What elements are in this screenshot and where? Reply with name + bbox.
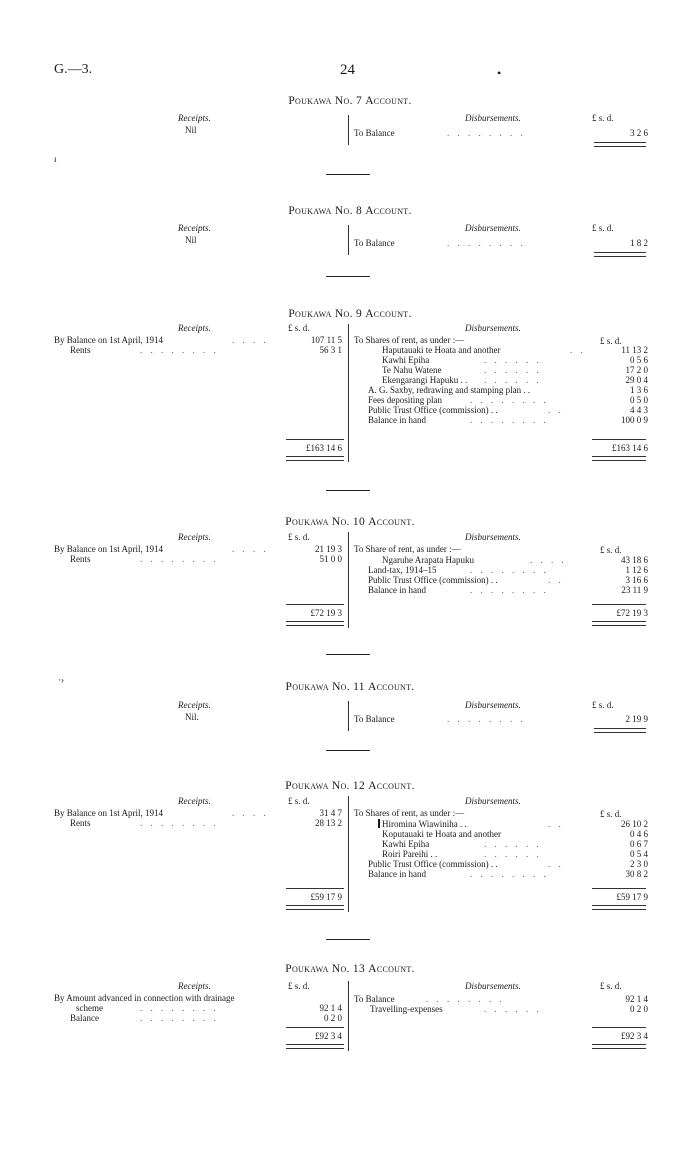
account-title: Poukawa No. 9 Account.	[288, 308, 412, 320]
section-separator	[326, 276, 370, 277]
disb-label: Roiri Pareihi . .	[382, 849, 438, 859]
account-title: Poukawa No. 7 Account.	[288, 95, 412, 107]
account-title: Poukawa No. 13 Account.	[285, 963, 415, 975]
leader-dots: . . . .	[232, 335, 269, 345]
leader-dots: . . . . . . . .	[140, 1013, 219, 1023]
leader-dots: . . . . . . . .	[447, 714, 526, 724]
disb-label: Haputauaki te Hoata and another	[382, 345, 501, 355]
lsd-header: £ s. d.	[600, 336, 622, 346]
receipts-nil: Nil.	[185, 712, 199, 722]
disb-label: Ngaruhe Arapata Hapuku	[382, 555, 474, 565]
receipts-heading: Receipts.	[178, 532, 211, 542]
disb-amount: 92 1 4	[625, 994, 648, 1004]
disb-amount: 0 2 0	[630, 1004, 648, 1014]
receipts-total: £59 17 9	[310, 892, 342, 902]
subtotal-rule	[592, 604, 646, 605]
subtotal-rule	[592, 888, 646, 889]
total-rule	[594, 728, 646, 733]
disb-amount: 1 3 6	[630, 385, 648, 395]
disb-amount: 0 5 6	[630, 355, 648, 365]
section-separator	[326, 939, 370, 940]
disb-amount: 43 18 6	[621, 555, 648, 565]
disb-total: £72 19 3	[616, 608, 648, 618]
receipts-total: £72 19 3	[310, 608, 342, 618]
page-number: 24	[340, 62, 355, 78]
disbursements-heading: Disbursements.	[465, 532, 521, 542]
receipt-label: scheme	[76, 1003, 103, 1013]
disb-label: Balance in hand	[368, 585, 426, 595]
disb-amount: 1 12 6	[625, 565, 648, 575]
lsd-header: £ s. d.	[288, 532, 310, 542]
receipts-heading: Receipts.	[178, 796, 211, 806]
disb-label: Kawhi Epiha	[382, 839, 430, 849]
disb-label: Land-tax, 1914–15	[368, 565, 437, 575]
leader-dots: . . . . . .	[484, 849, 542, 859]
disb-label: Public Trust Office (commission) . .	[368, 575, 498, 585]
disb-amount: 26 10 2	[621, 819, 648, 829]
disb-label: To Shares of rent, as under :—	[354, 808, 465, 818]
disbursements-heading: Disbursements.	[465, 700, 521, 710]
disb-label: Public Trust Office (commission) . .	[368, 859, 498, 869]
account-title: Poukawa No. 12 Account.	[285, 780, 415, 792]
disb-label: Hiromina Wiawiniha . .	[378, 819, 467, 829]
leader-dots: . . . .	[232, 544, 269, 554]
disb-total: £163 14 6	[612, 443, 648, 453]
disb-amount: 0 6 7	[630, 839, 648, 849]
receipt-label: By Balance on 1st April, 1914	[54, 544, 163, 554]
lsd-header: £ s. d.	[600, 545, 622, 555]
leader-dots: . . . . . . . .	[140, 554, 219, 564]
disb-label: Public Trust Office (commission) . .	[368, 405, 498, 415]
disb-label: Fees depositing plan	[368, 395, 442, 405]
total-rule	[592, 1044, 646, 1049]
receipt-amount: 56 3 1	[319, 345, 342, 355]
leader-dots: . . . . . . . .	[426, 994, 505, 1004]
disb-label: Koputauaki te Hoata and another	[382, 829, 501, 839]
disb-label: To Balance	[354, 128, 395, 138]
subtotal-rule	[286, 604, 344, 605]
receipt-label: By Balance on 1st April, 1914	[54, 335, 163, 345]
receipt-label: Rents	[70, 554, 91, 564]
disb-label: Balance in hand	[368, 415, 426, 425]
leader-dots: . . . . . . . .	[470, 565, 549, 575]
disb-label: Kawhi Epiha	[382, 355, 430, 365]
disb-amount: 3 2 6	[630, 128, 648, 138]
receipts-heading: Receipts.	[178, 113, 211, 123]
disbursements-heading: Disbursements.	[465, 796, 521, 806]
receipt-amount: 92 1 4	[319, 1003, 342, 1013]
receipt-amount: 107 11 5	[310, 335, 342, 345]
receipts-heading: Receipts.	[178, 981, 211, 991]
column-divider	[348, 981, 349, 1051]
disb-label: Travelling-expenses	[370, 1004, 443, 1014]
section-separator	[326, 654, 370, 655]
account-title: Poukawa No. 10 Account.	[285, 516, 415, 528]
receipt-label: By Amount advanced in connection with drainage	[54, 993, 235, 1003]
total-rule	[286, 621, 344, 626]
receipt-amount: 31 4 7	[319, 808, 342, 818]
disb-label: Ekengarangi Hapuku . .	[382, 375, 468, 385]
section-separator	[326, 174, 370, 175]
leader-dots: . .	[548, 859, 564, 869]
disb-label: To Shares of rent, as under :—	[354, 335, 465, 345]
subtotal-rule	[592, 1027, 646, 1028]
page-dot: •	[497, 66, 502, 80]
total-rule	[286, 1044, 344, 1049]
section-separator	[326, 490, 370, 491]
column-divider	[348, 115, 349, 145]
disb-amount: 4 4 3	[630, 405, 648, 415]
disb-amount: 23 11 9	[621, 585, 648, 595]
column-divider	[348, 324, 349, 462]
disb-label: Te Nahu Watene	[382, 365, 442, 375]
leader-dots: . .	[548, 575, 564, 585]
leader-dots: . . . . . . . .	[470, 869, 549, 879]
receipts-nil: Nil	[185, 125, 197, 135]
disb-total: £59 17 9	[616, 892, 648, 902]
disb-total: £92 3 4	[621, 1031, 648, 1041]
leader-dots: . . . . . . . .	[447, 238, 526, 248]
column-divider	[348, 701, 349, 731]
total-rule	[594, 142, 646, 147]
leader-dots: . . . . . . . .	[470, 585, 549, 595]
receipt-amount: 28 13 2	[315, 818, 342, 828]
lsd-header: £ s. d.	[288, 796, 310, 806]
receipt-label: By Balance on 1st April, 1914	[54, 808, 163, 818]
subtotal-rule	[286, 888, 344, 889]
account-title: Poukawa No. 8 Account.	[288, 205, 412, 217]
disbursements-heading: Disbursements.	[465, 981, 521, 991]
receipts-heading: Receipts.	[178, 223, 211, 233]
leader-dots: . . . . . .	[484, 365, 542, 375]
disb-label: To Balance	[354, 714, 395, 724]
disb-amount: 11 13 2	[621, 345, 648, 355]
leader-dots: . . . . . .	[484, 355, 542, 365]
page-series: G.—3.	[54, 62, 93, 77]
receipt-label: Balance	[70, 1013, 99, 1023]
disb-amount: 100 0 9	[621, 415, 648, 425]
lsd-header: £ s. d.	[288, 323, 310, 333]
subtotal-rule	[286, 439, 344, 440]
receipt-amount: 0 2 0	[324, 1013, 342, 1023]
lsd-header: £ s. d.	[592, 700, 614, 710]
leader-dots: . . . .	[232, 808, 269, 818]
receipt-amount: 51 0 0	[319, 554, 342, 564]
disb-amount: 1 8 2	[630, 238, 648, 248]
receipts-heading: Receipts.	[178, 700, 211, 710]
lsd-header: £ s. d.	[288, 981, 310, 991]
disb-amount: 0 4 6	[630, 829, 648, 839]
leader-dots: . . . . . .	[484, 839, 542, 849]
leader-dots: . . . . . . . .	[140, 1003, 219, 1013]
column-divider	[348, 796, 349, 912]
margin-mark: ·›	[58, 675, 64, 685]
margin-mark: ı	[54, 154, 57, 164]
disb-label: Balance in hand	[368, 869, 426, 879]
leader-dots: . . . . . . . .	[140, 818, 219, 828]
leader-dots: . . . . . .	[484, 375, 542, 385]
lsd-header: £ s. d.	[592, 113, 614, 123]
disb-label: To Share of rent, as under :—	[354, 544, 461, 554]
disb-label: A. G. Saxby, redrawing and stamping plan . .	[368, 385, 531, 395]
leader-dots: . . . .	[530, 555, 567, 565]
receipts-nil: Nil	[185, 235, 197, 245]
total-rule	[286, 456, 344, 461]
disbursements-heading: Disbursements.	[465, 223, 521, 233]
subtotal-rule	[592, 439, 646, 440]
column-divider	[348, 532, 349, 628]
disb-amount: 17 2 0	[625, 365, 648, 375]
receipt-amount: 21 19 3	[315, 544, 342, 554]
total-rule	[286, 905, 344, 910]
column-divider	[348, 225, 349, 255]
disb-amount: 0 5 4	[630, 849, 648, 859]
lsd-header: £ s. d.	[600, 809, 622, 819]
receipts-total: £163 14 6	[306, 443, 342, 453]
account-title: Poukawa No. 11 Account.	[285, 681, 415, 693]
section-separator	[326, 750, 370, 751]
disb-amount: 3 16 6	[625, 575, 648, 585]
disb-label: To Balance	[354, 994, 395, 1004]
receipt-label: Rents	[70, 818, 91, 828]
leader-dots: . . . . . . . .	[140, 345, 219, 355]
leader-dots: . . . . . . . .	[470, 395, 549, 405]
leader-dots: . .	[548, 405, 564, 415]
total-rule	[592, 621, 646, 626]
lsd-header: £ s. d.	[592, 223, 614, 233]
subtotal-rule	[286, 1027, 344, 1028]
disb-amount: 2 3 0	[630, 859, 648, 869]
leader-dots: . .	[570, 345, 586, 355]
leader-dots: . . . . . . . .	[470, 415, 549, 425]
receipts-total: £92 3 4	[315, 1031, 342, 1041]
leader-dots: . .	[548, 819, 564, 829]
disb-label: To Balance	[354, 238, 395, 248]
disb-amount: 0 5 0	[630, 395, 648, 405]
leader-dots: . . . . . . . .	[447, 128, 526, 138]
receipt-label: Rents	[70, 345, 91, 355]
total-rule	[592, 456, 646, 461]
disb-amount: 29 0 4	[625, 375, 648, 385]
disb-amount: 30 8 2	[625, 869, 648, 879]
leader-dots: . . . . . .	[484, 1004, 542, 1014]
disb-amount: 2 19 9	[625, 714, 648, 724]
disbursements-heading: Disbursements.	[465, 113, 521, 123]
lsd-header: £ s. d.	[600, 981, 622, 991]
total-rule	[594, 252, 646, 257]
receipts-heading: Receipts.	[178, 323, 211, 333]
disbursements-heading: Disbursements.	[465, 323, 521, 333]
total-rule	[592, 905, 646, 910]
